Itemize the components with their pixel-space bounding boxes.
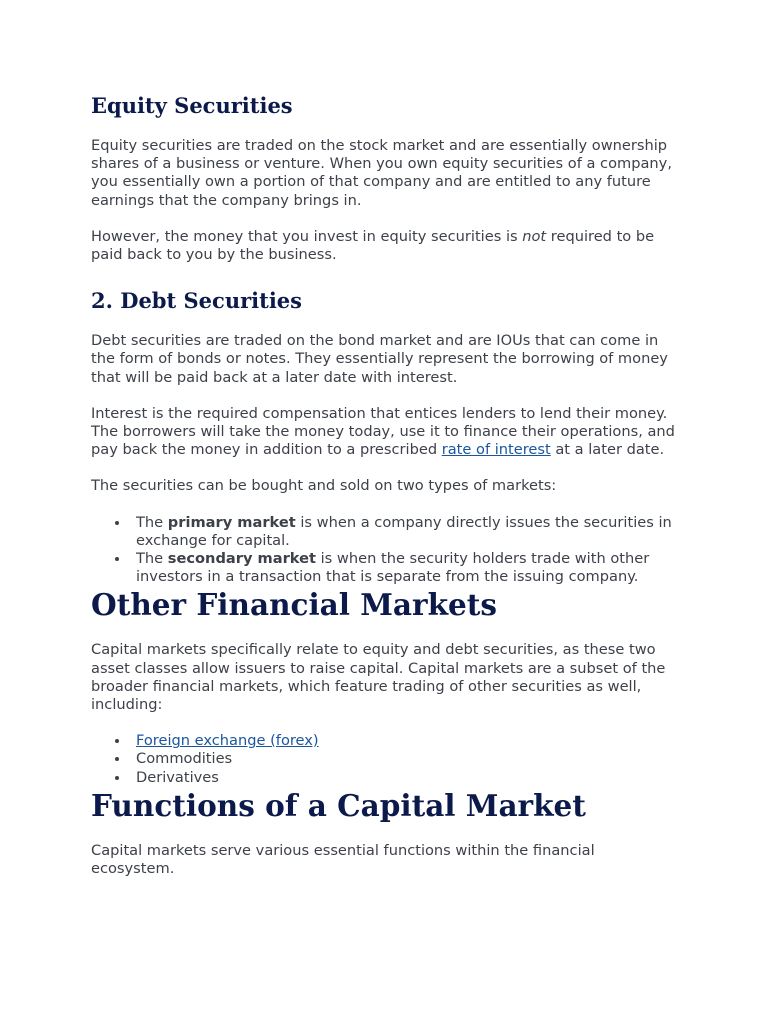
- heading-functions-of-capital-market: Functions of a Capital Market: [91, 787, 586, 823]
- paragraph-capital-markets-subset: Capital markets specifically relate to equity and debt securities, as these two asset classes allow issuers to raise capital. Capital markets are a subset of the broader financial markets, which feature trading of other securities as well, including:: [91, 641, 666, 714]
- link-foreign-exchange[interactable]: Foreign exchange (forex): [136, 732, 319, 750]
- emphasis-not: not: [522, 227, 547, 245]
- paragraph-equity-definition: Equity securities are traded on the stock market and are essentially ownership shares of a business or venture. When you own equity securities of a company, you essentially own a portion of that company and are entitled to any future earnings that the company brings in.: [91, 137, 672, 209]
- text: is when a company directly issues the securities in exchange for capital.: [136, 513, 672, 549]
- text: Interest is the required compensation that entices lenders to lend their money. The borrowers will take the money today, use it to finance their operations, and pay back the money in addition to a prescribed: [91, 404, 675, 459]
- list-item-forex: [136, 732, 681, 750]
- list-item-primary-market: [136, 514, 681, 550]
- text: The: [136, 513, 168, 531]
- list-item-secondary-market: [136, 550, 681, 586]
- paragraph-market-types: The securities can be bought and sold on two types of markets:: [91, 477, 557, 495]
- text: is when the security holders trade with other investors in a transaction that is separate from the issuing company.: [136, 550, 650, 586]
- heading-other-financial-markets: Other Financial Markets: [91, 587, 498, 623]
- term-secondary-market: secondary market: [167, 550, 316, 568]
- text: However, the money that you invest in equity securities is: [91, 227, 523, 245]
- list-item-commodities: Commodities: [136, 750, 681, 768]
- text: required to be paid back to you by the business.: [91, 227, 655, 264]
- article-body: [91, 92, 681, 878]
- paragraph-equity-repayment: [91, 228, 681, 264]
- paragraph-interest: [91, 405, 681, 460]
- heading-equity-securities: Equity Securities: [91, 93, 293, 118]
- list-item-derivatives: Derivatives: [136, 769, 681, 787]
- list-market-types: [91, 514, 681, 587]
- paragraph-functions-intro: Capital markets serve various essential functions within the financial ecosystem.: [91, 841, 595, 878]
- list-other-securities: [91, 732, 681, 787]
- text: The: [136, 550, 168, 568]
- term-primary-market: primary market: [167, 513, 296, 531]
- paragraph-debt-definition: Debt securities are traded on the bond market and are IOUs that can come in the form of bonds or notes. They essentially represent the borrowing of money that will be paid back at a later date with interest.: [91, 332, 668, 386]
- text: at a later date.: [550, 441, 665, 459]
- heading-debt-securities: 2. Debt Securities: [91, 288, 302, 314]
- link-rate-of-interest[interactable]: rate of interest: [441, 441, 551, 459]
